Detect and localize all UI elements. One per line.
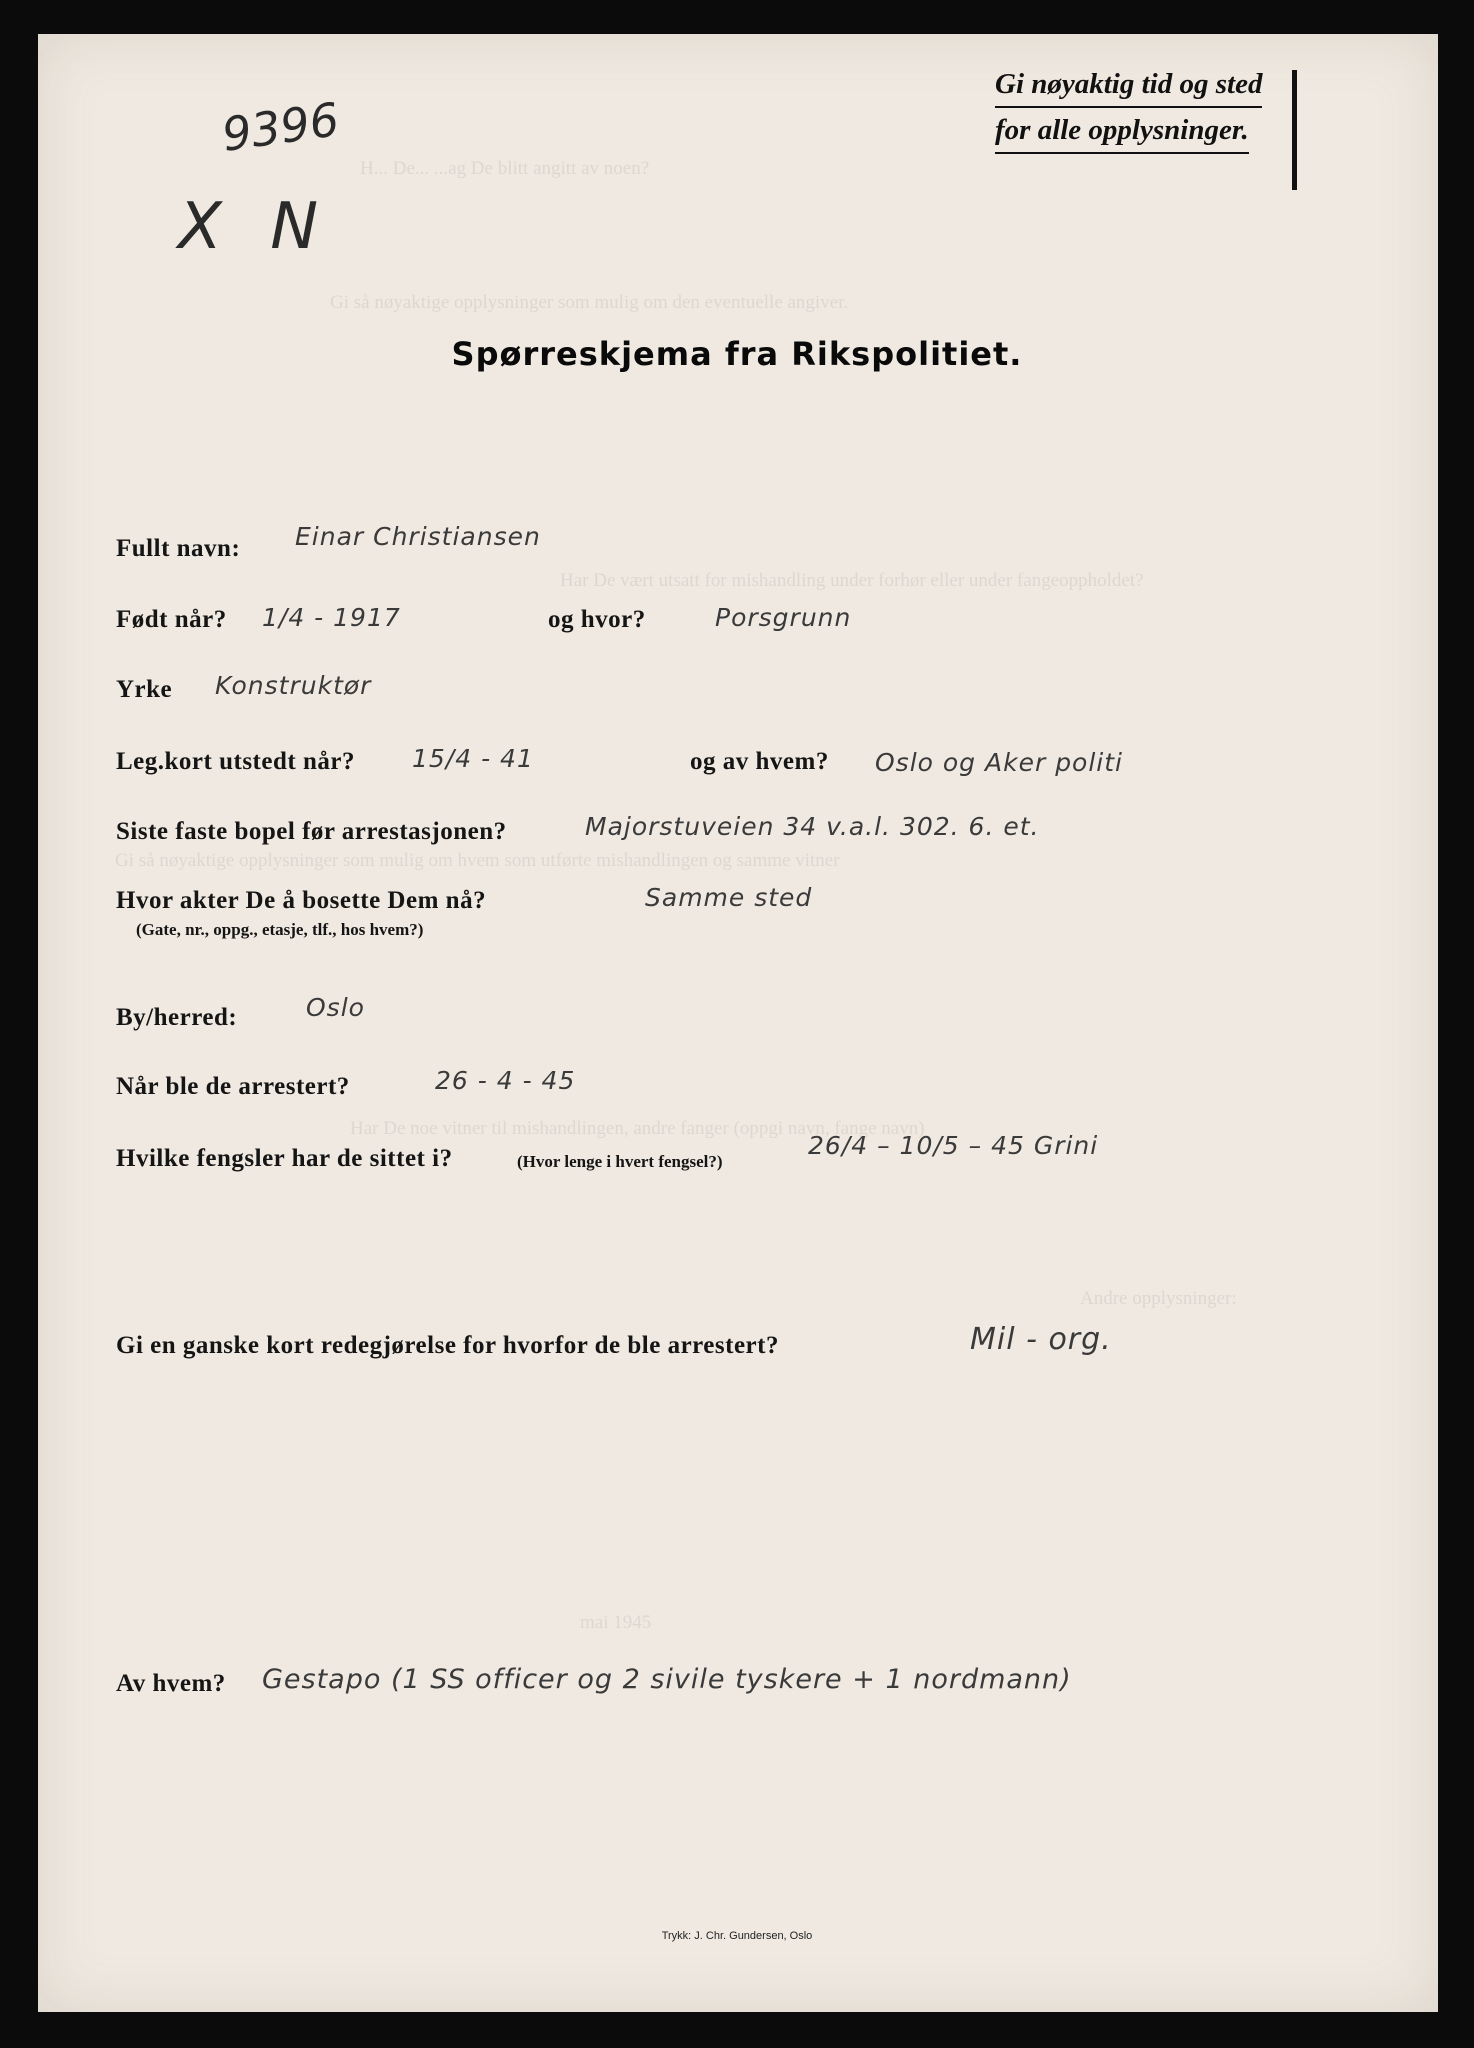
municipality-value: Oslo bbox=[306, 993, 365, 1022]
form-sheet bbox=[38, 34, 1438, 2012]
born-when-label: Født når? bbox=[116, 606, 227, 633]
notice-line-2: for alle opplysninger. bbox=[995, 108, 1249, 154]
occupation-label: Yrke bbox=[116, 676, 173, 703]
id-issued-when-value: 15/4 - 41 bbox=[412, 744, 534, 773]
last-address-value: Majorstuveien 34 v.a.l. 302. 6. et. bbox=[585, 812, 1040, 841]
settle-where-value: Samme sted bbox=[645, 883, 813, 912]
reason-value: Mil - org. bbox=[970, 1322, 1112, 1357]
born-when-value: 1/4 - 1917 bbox=[262, 603, 401, 632]
settle-where-label: Hvor akter De å bosette Dem nå? bbox=[116, 887, 487, 914]
full-name-value: Einar Christiansen bbox=[295, 522, 541, 551]
reason-label: Gi en ganske kort redegjørelse for hvorfor de ble arrestert? bbox=[116, 1332, 779, 1359]
instruction-notice bbox=[995, 62, 1335, 154]
notice-border bbox=[1292, 70, 1297, 190]
id-issued-by-label: og av hvem? bbox=[690, 748, 829, 775]
prisons-label: Hvilke fengsler har de sittet i? bbox=[116, 1145, 453, 1172]
municipality-label: By/herred: bbox=[116, 1004, 238, 1031]
born-where-label: og hvor? bbox=[548, 606, 646, 633]
arrested-when-label: Når ble de arrestert? bbox=[116, 1073, 350, 1100]
arrested-when-value: 26 - 4 - 45 bbox=[435, 1066, 576, 1095]
prisons-value: 26/4 – 10/5 – 45 Grini bbox=[808, 1131, 1099, 1160]
settle-where-sublabel: (Gate, nr., oppg., etasje, tlf., hos hvem?) bbox=[136, 920, 424, 939]
by-whom-value: Gestapo (1 SS officer og 2 sivile tyskere + 1 nordmann) bbox=[262, 1664, 1072, 1695]
handwritten-number: 9396 bbox=[218, 92, 343, 162]
form-title: Spørreskjema fra Rikspolitiet. bbox=[451, 335, 1023, 373]
by-whom-label: Av hvem? bbox=[116, 1670, 226, 1697]
id-issued-by-value: Oslo og Aker politi bbox=[875, 748, 1123, 777]
occupation-value: Konstruktør bbox=[215, 671, 372, 700]
printer-imprint: Trykk: J. Chr. Gundersen, Oslo bbox=[661, 1930, 813, 1942]
handwritten-mark: X N bbox=[178, 190, 333, 264]
notice-line-1: Gi nøyaktig tid og sted bbox=[995, 62, 1262, 108]
full-name-label: Fullt navn: bbox=[116, 535, 241, 562]
prisons-sublabel: (Hvor lenge i hvert fengsel?) bbox=[517, 1152, 723, 1171]
last-address-label: Siste faste bopel før arrestasjonen? bbox=[116, 818, 507, 845]
born-where-value: Porsgrunn bbox=[715, 603, 852, 632]
id-issued-when-label: Leg.kort utstedt når? bbox=[116, 748, 355, 775]
